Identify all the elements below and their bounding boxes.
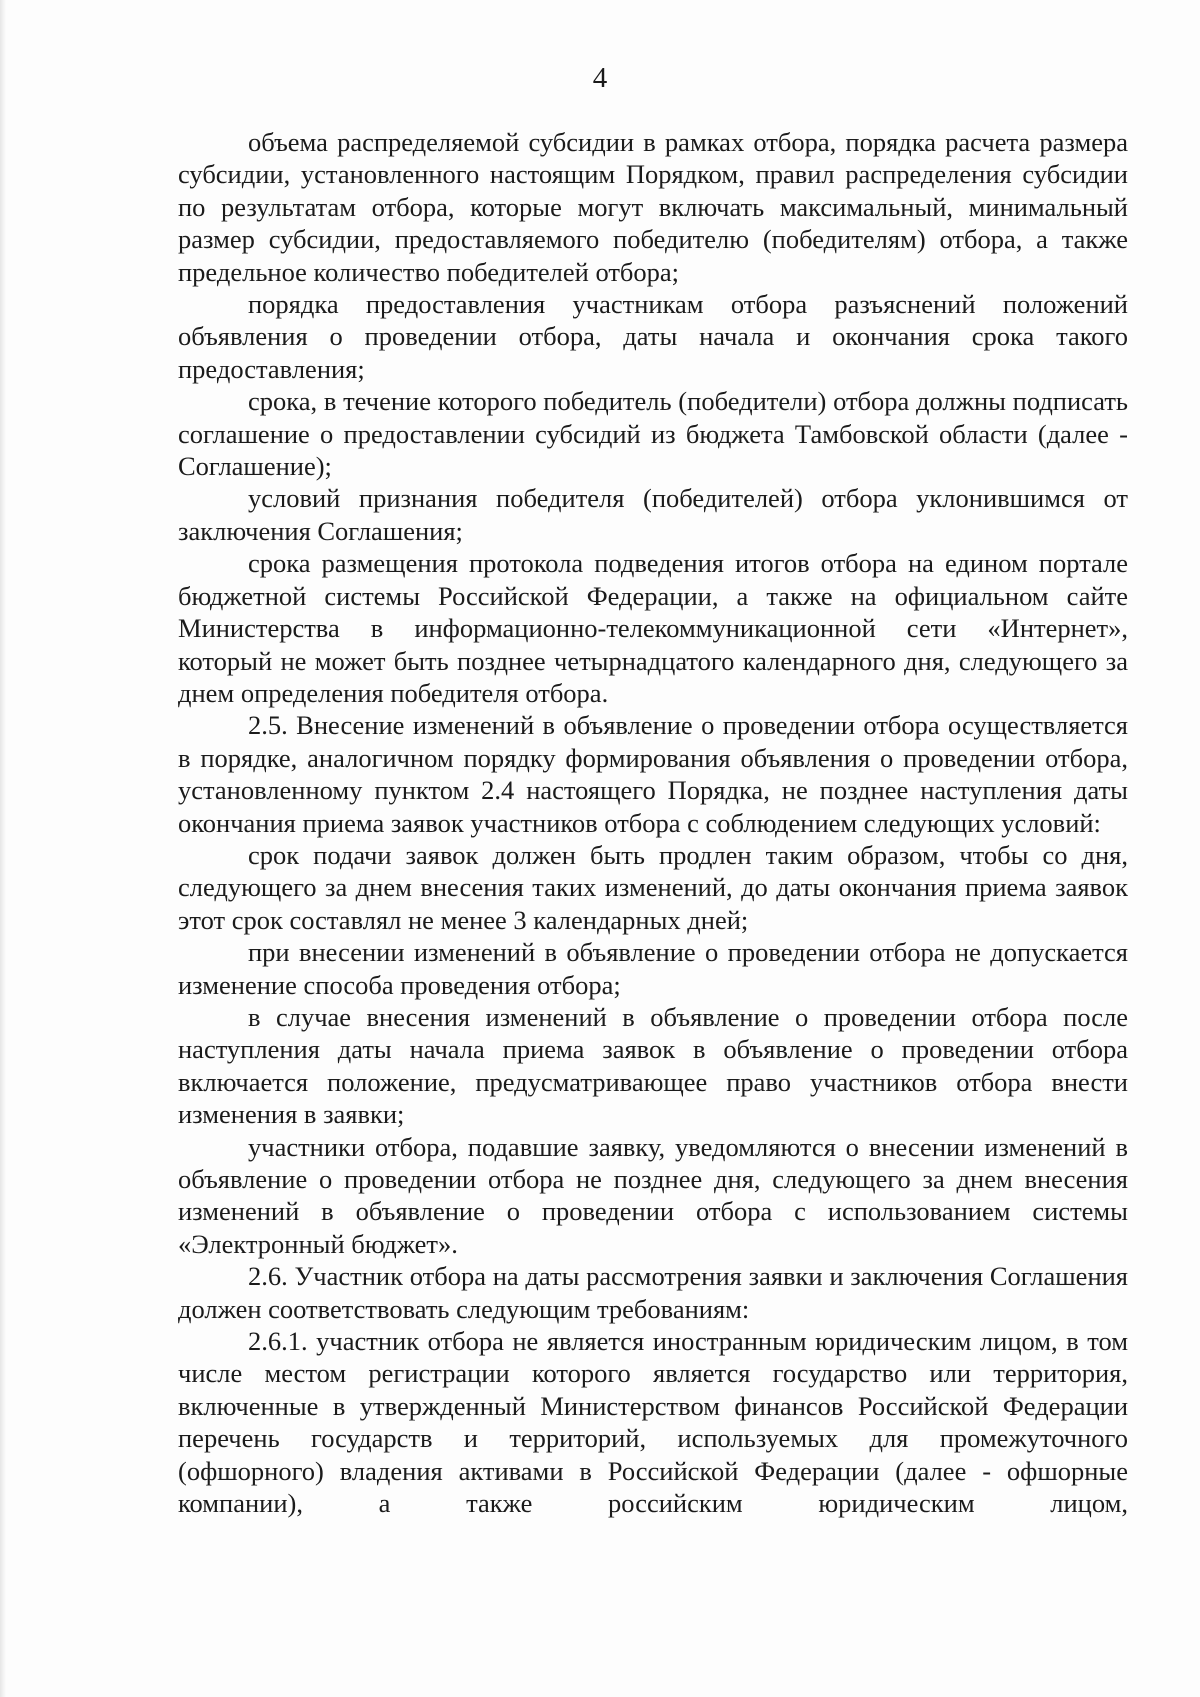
document-body (178, 126, 1128, 1519)
paragraph-2-6-1: 2.6.1. участник отбора не является иностранным юридическим лицом, в том числе местом регистрации которого является государство или территория, включенные в утвержденный Министерством финансов Российской Федерации перечень государств и территорий, используемых для промежуточного (офшорного) владения активами в Российской Федерации (далее - офшорные компании), а также российским юридическим лицом, (178, 1326, 1128, 1519)
paragraph-2-6: 2.6. Участник отбора на даты рассмотрения заявки и заключения Соглашения должен соответствовать следующим требованиям: (178, 1261, 1128, 1324)
scan-edge (0, 0, 6, 1697)
paragraph-method-change: при внесении изменений в объявление о проведении отбора не допускается изменение способа проведения отбора; (178, 937, 1128, 1000)
paragraph-protocol-posting: срока размещения протокола подведения итогов отбора на едином портале бюджетной системы Российской Федерации, а также на официальном сайте Министерства в информационно-телекоммуникационной сети «Интернет», который не может быть позднее четырнадцатого календарного дня, следующего за днем определения победителя отбора. (178, 548, 1128, 708)
paragraph-agreement-term: срока, в течение которого победитель (победители) отбора должны подписать соглашение о предоставлении субсидий из бюджета Тамбовской области (далее - Соглашение); (178, 386, 1128, 482)
page-number: 4 (592, 62, 608, 94)
paragraph-evasion-conditions: условий признания победителя (победителей) отбора уклонившимся от заключения Соглашения; (178, 483, 1128, 546)
paragraph-subsidy-volume: объема распределяемой субсидии в рамках отбора, порядка расчета размера субсидии, установленного настоящим Порядком, правил распределения субсидии по результатам отбора, которые могут включать максимальный, минимальный размер субсидии, предоставляемого победителю (победителям) отбора, а также предельное количество победителей отбора; (178, 127, 1128, 287)
paragraph-participant-notice: участники отбора, подавшие заявку, уведомляются о внесении изменений в объявление о проведении отбора не позднее дня, следующего за днем внесения изменений в объявление о проведении отбора с использованием системы «Электронный бюджет». (178, 1131, 1128, 1259)
paragraph-deadline-extension: срок подачи заявок должен быть продлен таким образом, чтобы со дня, следующего за днем внесения таких изменений, до даты окончания приема заявок этот срок составлял не менее 3 календарных дней; (178, 839, 1128, 935)
paragraph-clarifications: порядка предоставления участникам отбора разъяснений положений объявления о проведении отбора, даты начала и окончания срока такого предоставления; (178, 289, 1128, 384)
paragraph-application-changes: в случае внесения изменений в объявление о проведении отбора после наступления даты начала приема заявок в объявление о проведении отбора включается положение, предусматривающее право участников отбора внести изменения в заявки; (178, 1001, 1128, 1130)
paragraph-2-5: 2.5. Внесение изменений в объявление о проведении отбора осуществляется в порядке, аналогичном порядку формирования объявления о проведении отбора, установленному пунктом 2.4 настоящего Порядка, не позднее наступления даты окончания приема заявок участников отбора с соблюдением следующих условий: (178, 710, 1128, 838)
